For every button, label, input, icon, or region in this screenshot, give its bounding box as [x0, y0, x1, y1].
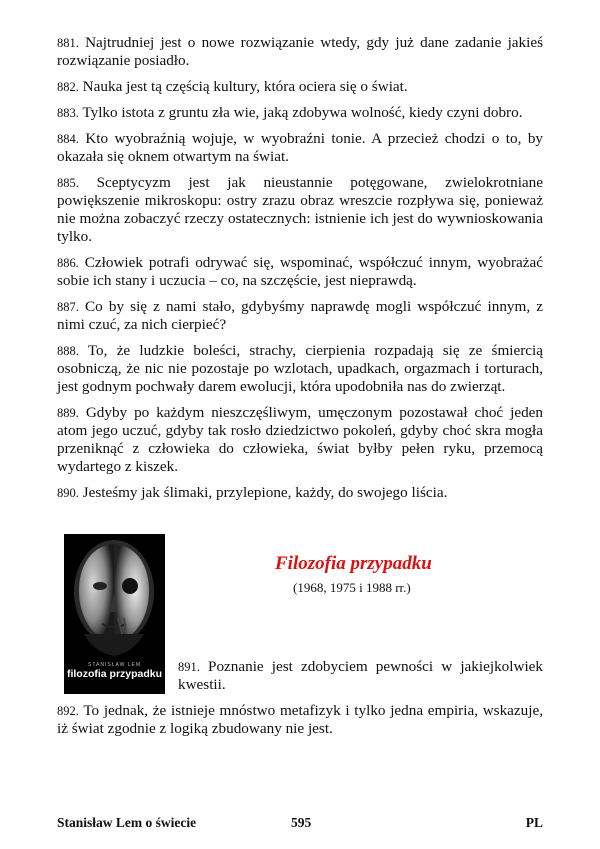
quote-number: 881.	[57, 36, 79, 50]
quote-number: 884.	[57, 132, 79, 146]
quote-number: 882.	[57, 80, 79, 94]
book-title: Filozofia przypadku	[275, 553, 432, 574]
quote-text: Nauka jest tą częścią kultury, która ociera się o świat.	[82, 78, 408, 95]
quote-text: Tylko istota z gruntu zła wie, jaką zdobywa wolność, kiedy czyni dobro.	[82, 104, 523, 121]
quote-text: To jednak, że istnieje mnóstwo metafizyk i tylko jedna empiria, wskazuje, iż świat zgodnie z logiką zbudowany nie jest.	[57, 702, 543, 737]
quote-883	[57, 104, 543, 122]
book-years: (1968, 1975 i 1988 rr.)	[293, 580, 411, 595]
quote-text: Co by się z nami stało, gdybyśmy naprawdę mogli współczuć innym, z nimi czuć, za nich cierpieć?	[57, 298, 544, 333]
quote-text: Sceptycyzm jest jak nieustannie potęgowane, zwielokrotniane powiększenie mikroskopu: ostry zrazu obraz wreszcie rozpływa się, ponieważ nie można zobaczyć rzeczy ostatecznych: istnienie ich jest do wywnioskowania tylko.	[57, 174, 543, 245]
quote-882	[57, 78, 543, 96]
quote-number: 888.	[57, 344, 79, 358]
quote-number: 886.	[57, 256, 79, 270]
quote-text: To, że ludzkie boleści, strachy, cierpienia rozpadają się ze śmiercią osobniczą, że nic nie pozostaje po wzlotach, upadkach, orgazmach i torturach, jest godnym pochwały darem ewolucji, która upodobniła nas do zwierząt.	[57, 342, 543, 395]
cover-title: filozofia przypadku	[66, 668, 163, 680]
footer-language: PL	[525, 815, 543, 830]
quote-number: 890.	[57, 486, 79, 500]
quote-text: Kto wyobraźnią wojuje, w wyobraźni tonie. A przecież chodzi o to, by okazała się oknem otwartym na świat.	[57, 130, 544, 165]
quote-number: 889.	[57, 406, 79, 420]
quote-text: Gdyby po każdym nieszczęśliwym, umęczonym pozostawał choć jeden atom jego uczuć, gdyby tak rosło dziedzictwo pokoleń, gdyby choć skra mogła przeniknąć z człowieka do człowieka, świat byłby pełen ryku, przemocą wydartego z kiszek.	[57, 404, 543, 475]
cover-author: STANISŁAW LEM	[87, 662, 141, 668]
page-body	[57, 34, 543, 746]
quote-888	[57, 342, 543, 396]
quote-892	[57, 702, 543, 738]
quote-text: Jesteśmy jak ślimaki, przylepione, każdy, do swojego liścia.	[82, 484, 448, 501]
quote-number: 892.	[57, 704, 79, 718]
quote-text: Najtrudniej jest o nowe rozwiązanie wtedy, gdy już dane zadanie jakieś rozwiązanie posiadło.	[57, 34, 543, 69]
page-number: 595	[291, 815, 312, 830]
quote-891	[178, 658, 543, 694]
quote-number: 891.	[178, 660, 200, 674]
quote-number: 887.	[57, 300, 79, 314]
quote-885	[57, 174, 543, 246]
quote-text: Poznanie jest zdobyciem pewności w jakiejkolwiek kwestii.	[178, 658, 543, 693]
quote-887	[57, 298, 543, 334]
book-section	[57, 534, 543, 702]
footer-book-title: Stanisław Lem o świecie	[57, 815, 197, 830]
quote-890	[57, 484, 543, 502]
quote-886	[57, 254, 543, 290]
page-footer	[57, 815, 543, 833]
book-cover-image	[64, 534, 165, 694]
quote-number: 883.	[57, 106, 79, 120]
quote-text: Człowiek potrafi odrywać się, wspominać, współczuć innym, wyobrażać sobie ich stany i uczucia – co, na szczęście, jest nieprawdą.	[57, 254, 544, 289]
quote-884	[57, 130, 543, 166]
quote-number: 885.	[57, 176, 79, 190]
quote-889	[57, 404, 543, 476]
quote-881	[57, 34, 543, 70]
